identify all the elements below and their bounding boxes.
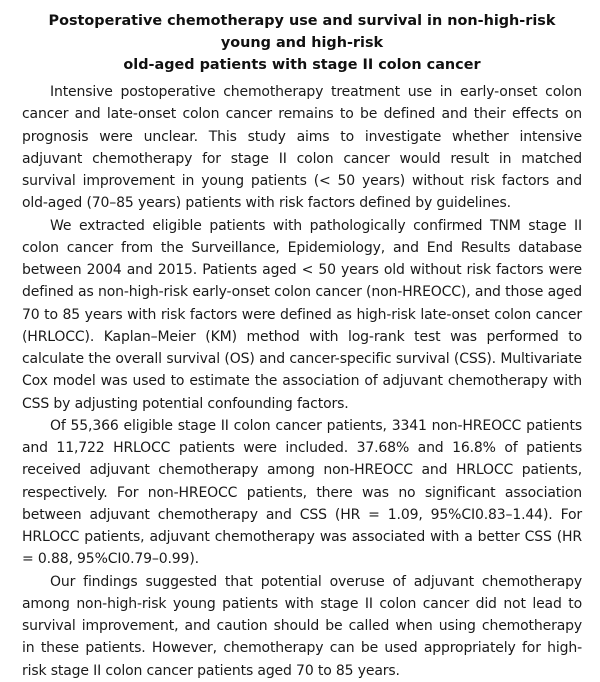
title-line-1: Postoperative chemotherapy use and survival in non-high-risk young and high-risk (48, 13, 556, 51)
title-line-2: old-aged patients with stage II colon cancer (123, 57, 481, 73)
abstract-paragraph-results: Of 55,366 eligible stage II colon cancer patients, 3341 non-HREOCC patients and 11,722 HRLOCC patients were included. 37.68% and 16.8% of patients received adjuvant chemotherapy among non-HREOCC and HRLOCC patients, respectively. For non-HREOCC patients, there was no significant association between adjuvant chemotherapy and CSS (HR = 1.09, 95%CI0.83–1.44). For HRLOCC patients, adjuvant chemotherapy was associated with a better CSS (HR = 0.88, 95%CI0.79–0.99). (22, 417, 582, 568)
abstract-paragraph-conclusion: Our findings suggested that potential overuse of adjuvant chemotherapy among non-high-risk young patients with stage II colon cancer did not lead to survival improvement, and caution should be called when using chemotherapy in these patients. However, chemotherapy can be used appropriately for high-risk stage II colon cancer patients aged 70 to 85 years. (22, 573, 582, 679)
abstract-title (22, 10, 582, 76)
abstract-page (22, 10, 582, 682)
abstract-paragraph-methods: We extracted eligible patients with pathologically confirmed TNM stage II colon cancer from the Surveillance, Epidemiology, and End Results database between 2004 and 2015. Patients aged < 50 years old without risk factors were defined as non-high-risk early-onset colon cancer (non-HREOCC), and those aged 70 to 85 years with risk factors were defined as high-risk late-onset colon cancer (HRLOCC). Kaplan–Meier (KM) method with log-rank test was performed to calculate the overall survival (OS) and cancer-specific survival (CSS). Multivariate Cox model was used to estimate the association of adjuvant chemotherapy with CSS by adjusting potential confounding factors. (22, 217, 582, 412)
abstract-paragraph-background: Intensive postoperative chemotherapy treatment use in early-onset colon cancer and late-onset colon cancer remains to be defined and their effects on prognosis were unclear. This study aims to investigate whether intensive adjuvant chemotherapy for stage II colon cancer would result in matched survival improvement in young patients (< 50 years) without risk factors and old-aged (70–85 years) patients with risk factors defined by guidelines. (22, 84, 582, 212)
